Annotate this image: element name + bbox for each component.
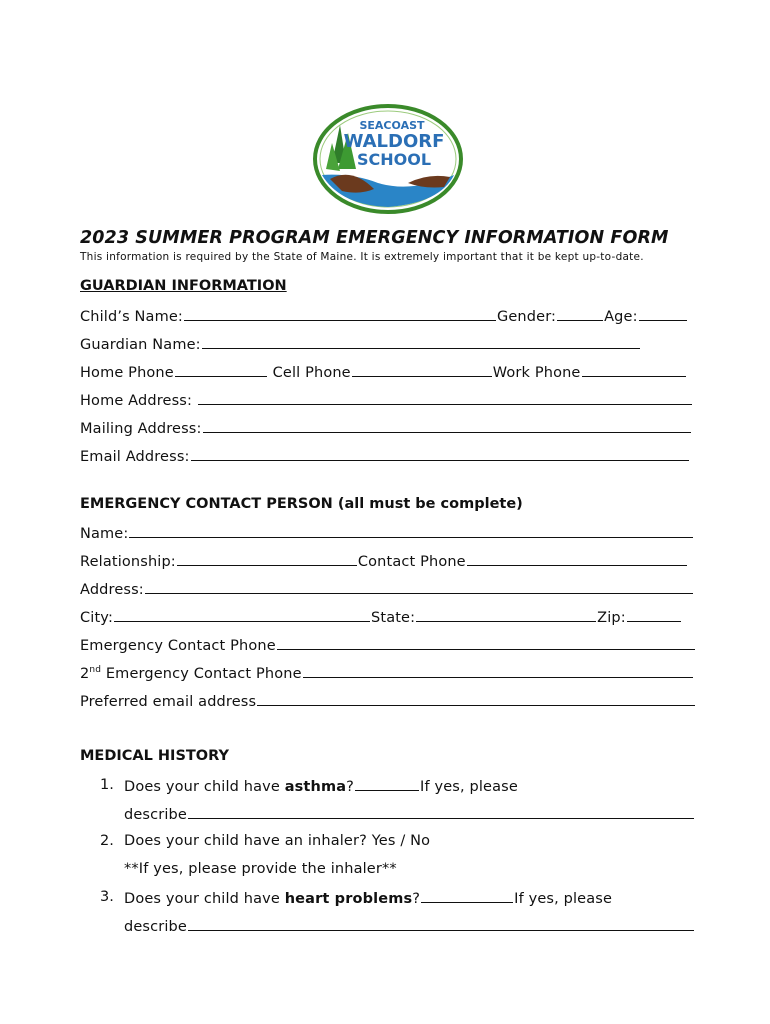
city-label: City: <box>80 610 113 626</box>
ec-address-line <box>80 580 694 598</box>
logo-seacoast: SEACOAST <box>359 119 425 132</box>
q1-line: Does your child have asthma? If yes, please <box>124 779 518 795</box>
q3-describe-line <box>124 917 695 935</box>
emergency-heading: EMERGENCY CONTACT PERSON (all must be complete) <box>80 496 523 512</box>
city-line <box>80 608 682 626</box>
q1-describe-field[interactable] <box>188 805 694 819</box>
q2-note: **If yes, please provide the inhaler** <box>124 861 397 877</box>
relationship-field[interactable] <box>177 552 357 566</box>
childs-name-line <box>80 307 688 325</box>
form-title: 2023 SUMMER PROGRAM EMERGENCY INFORMATION FORM <box>80 228 669 248</box>
ec-phone-field[interactable] <box>277 636 695 650</box>
q3-text: Does your child have <box>124 891 285 907</box>
age-field[interactable] <box>639 307 687 321</box>
q1-text: Does your child have <box>124 779 285 795</box>
q3-describe-label: describe <box>124 919 187 935</box>
ec-address-field[interactable] <box>145 580 693 594</box>
home-address-line <box>80 391 693 409</box>
contact-phone-label: Contact Phone <box>357 554 466 570</box>
contact-phone-field[interactable] <box>467 552 687 566</box>
q3-line: Does your child have heart problems? If yes, please <box>124 891 613 907</box>
guardian-name-field[interactable] <box>202 335 640 349</box>
ec-phone-label: Emergency Contact Phone <box>80 638 276 654</box>
preferred-email-label: Preferred email address <box>80 694 257 710</box>
phones-line <box>80 363 687 381</box>
q1-followup: If yes, please <box>420 779 518 795</box>
second-ec-phone-line <box>80 664 694 682</box>
preferred-email-line <box>80 692 696 710</box>
logo-school: SCHOOL <box>356 150 432 169</box>
childs-name-label: Child’s Name: <box>80 309 183 325</box>
q2-number: 2. <box>100 833 114 849</box>
mailing-address-field[interactable] <box>203 419 691 433</box>
relationship-line <box>80 552 688 570</box>
q3-describe-field[interactable] <box>188 917 694 931</box>
q3-followup: If yes, please <box>514 891 613 907</box>
q3-keyword: heart problems <box>284 891 413 907</box>
q1-number: 1. <box>100 777 114 793</box>
preferred-email-field[interactable] <box>257 692 695 706</box>
q2-line: Does your child have an inhaler? Yes / No <box>124 833 431 849</box>
home-address-label: Home Address: <box>80 393 193 409</box>
mailing-address-label: Mailing Address: <box>80 421 202 437</box>
ec-address-label: Address: <box>80 582 144 598</box>
childs-name-field[interactable] <box>184 307 496 321</box>
ec-phone-line <box>80 636 696 654</box>
ec-name-label: Name: <box>80 526 129 542</box>
school-logo <box>312 103 464 215</box>
second-ec-phone-label: 2nd Emergency Contact Phone <box>80 665 302 682</box>
work-phone-label: Work Phone <box>492 365 581 381</box>
q1-keyword: asthma <box>284 779 347 795</box>
zip-field[interactable] <box>627 608 681 622</box>
q1-describe-line <box>124 805 695 823</box>
city-field[interactable] <box>114 608 370 622</box>
work-phone-field[interactable] <box>582 363 686 377</box>
home-phone-field[interactable] <box>175 363 267 377</box>
relationship-label: Relationship: <box>80 554 176 570</box>
email-address-line <box>80 447 690 465</box>
ec-name-field[interactable] <box>129 524 693 538</box>
gender-field[interactable] <box>557 307 603 321</box>
cell-phone-field[interactable] <box>352 363 492 377</box>
email-address-label: Email Address: <box>80 449 190 465</box>
ec-name-line <box>80 524 694 542</box>
email-address-field[interactable] <box>191 447 689 461</box>
state-label: State: <box>371 610 416 626</box>
guardian-name-label: Guardian Name: <box>80 337 201 353</box>
state-field[interactable] <box>416 608 596 622</box>
age-label: Age: <box>604 309 638 325</box>
gender-label: Gender: <box>496 309 557 325</box>
form-subtitle: This information is required by the State of Maine. It is extremely important that it be kept up-to-date. <box>80 251 644 263</box>
guardian-heading: GUARDIAN INFORMATION <box>80 278 287 294</box>
q3-answer-field[interactable] <box>421 889 513 903</box>
zip-label: Zip: <box>597 610 626 626</box>
q1-describe-label: describe <box>124 807 187 823</box>
medical-heading: MEDICAL HISTORY <box>80 748 229 764</box>
cell-phone-label: Cell Phone <box>272 365 351 381</box>
second-ec-phone-field[interactable] <box>303 664 693 678</box>
home-address-field[interactable] <box>198 391 692 405</box>
logo-waldorf: WALDORF <box>343 131 445 152</box>
mailing-address-line <box>80 419 692 437</box>
q3-number: 3. <box>100 889 114 905</box>
home-phone-label: Home Phone <box>80 365 174 381</box>
guardian-name-line <box>80 335 641 353</box>
q1-answer-field[interactable] <box>355 777 419 791</box>
